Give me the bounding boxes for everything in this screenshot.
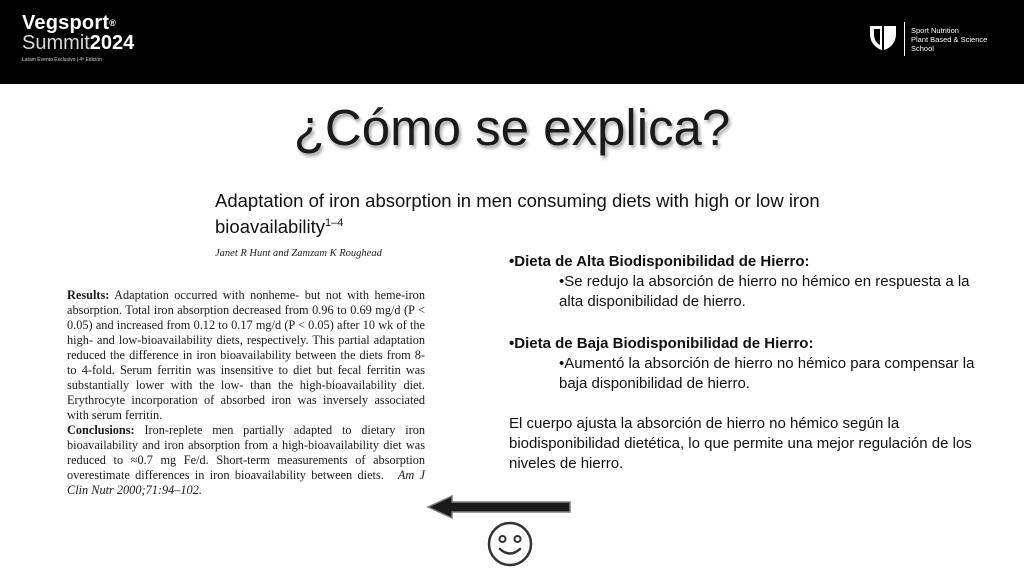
results-text: Adaptation occurred with nonheme- but not with heme-iron absorption. Total iron absorption decreased from 0.96 to 0.69 mg/d (P < 0.05) and increased from 0.12 to 0.17 mg/d (P < 0.05) after 10 wk of the high- and low-bioavailability diets, respectively. This partial adaptation reduced the difference in iron bioavailability between the diets from 8- to 4-fold. Serum ferritin was insensitive to diet but fecal ferritin was substantially lower with the low- than the high-bioavailability diet. Erythrocyte incorporation of absorbed iron was inversely associated with serum ferritin. bbox=[67, 288, 425, 422]
paper-title-text: Adaptation of iron absorption in men consuming diets with high or low iron bioavailability bbox=[215, 190, 820, 238]
paper-citation: Am J Clin Nutr 2000;71:94–102. bbox=[67, 468, 425, 497]
smiley-face-icon bbox=[486, 520, 534, 568]
abstract-conclusions bbox=[67, 423, 425, 498]
paper-title-footnote: 1–4 bbox=[325, 217, 344, 229]
header-bar bbox=[0, 0, 1024, 84]
conclusions-label: Conclusions: bbox=[67, 423, 135, 437]
shield-logo-icon bbox=[866, 22, 900, 56]
school-line-2: Plant Based & Science bbox=[911, 34, 988, 44]
conclusions-text: Iron-replete men partially adapted to dietary iron bioavailability and iron absorption from a high-bioavailability diet was reduced to ≈0.7 mg Fe/d. Short-term measurements of absorption overestimate differences in iron bioavailability between diets. bbox=[67, 423, 426, 482]
brand-summit: Summit bbox=[22, 32, 90, 54]
explanation-bullets bbox=[509, 252, 989, 474]
low-bioavailability-heading: •Dieta de Baja Biodisponibilidad de Hierro: bbox=[509, 335, 814, 352]
vegsport-summit-logo bbox=[22, 13, 134, 63]
school-logo bbox=[866, 22, 987, 56]
brand-registered-mark: ® bbox=[109, 18, 117, 28]
paper-abstract bbox=[67, 288, 425, 498]
paper-title bbox=[215, 190, 835, 238]
brand-year: 2024 bbox=[89, 32, 135, 54]
school-line-3: School bbox=[911, 43, 934, 53]
left-arrow-icon bbox=[426, 494, 572, 520]
high-bioavailability-detail: •Se redujo la absorción de hierro no hémico en respuesta a la alta disponibilidad de hierro. bbox=[559, 273, 970, 310]
high-bioavailability-heading: •Dieta de Alta Biodisponibilidad de Hierro: bbox=[509, 253, 810, 270]
school-text bbox=[911, 26, 987, 53]
abstract-results bbox=[67, 288, 425, 423]
school-line-1: Sport Nutrition bbox=[911, 25, 959, 35]
paper-authors: Janet R Hunt and Zamzam K Roughead bbox=[215, 248, 382, 259]
brand-subtitle: Latam Evento Exclusivo | 4ª Edición bbox=[22, 57, 102, 63]
results-label: Results: bbox=[67, 288, 110, 302]
slide-title: ¿Cómo se explica? bbox=[293, 99, 731, 156]
school-divider bbox=[904, 22, 905, 56]
brand-name: Vegsport bbox=[22, 12, 110, 34]
summary-paragraph: El cuerpo ajusta la absorción de hierro no hémico según la biodisponibilidad dietética, lo que permite una mejor regulación de los niveles de hierro. bbox=[509, 415, 972, 472]
low-bioavailability-detail: •Aumentó la absorción de hierro no hémico para compensar la baja disponibilidad de hierro. bbox=[559, 355, 975, 392]
bullet-spacer bbox=[509, 312, 989, 334]
